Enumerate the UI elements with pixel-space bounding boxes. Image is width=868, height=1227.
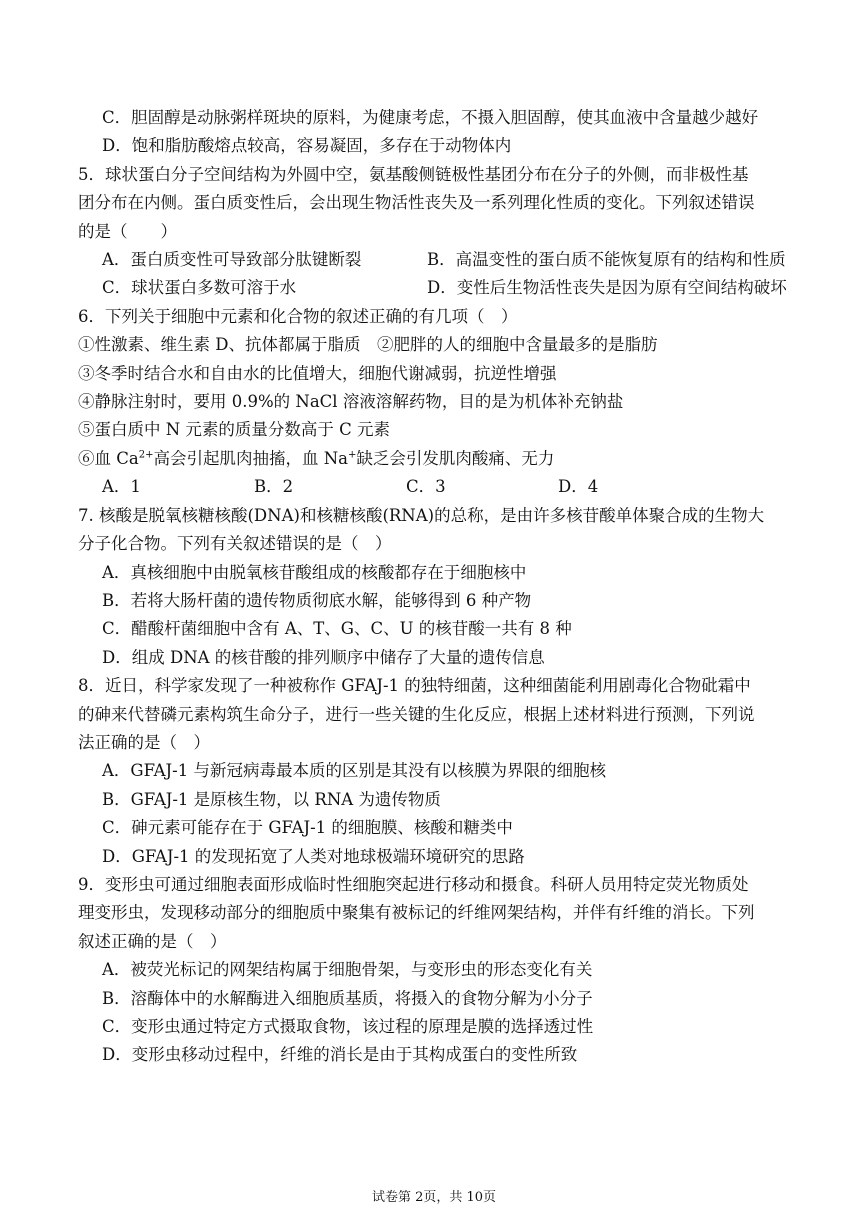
q6-options-row (78, 473, 794, 501)
q6-statement-4: ④静脉注射时，要用 0.9%的 NaCl 溶液溶解药物，目的是为机体补充钠盐 (78, 392, 624, 412)
q6-option-d: D．4 (558, 477, 599, 497)
q4-option-d: D．饱和脂肪酸熔点较高，容易凝固，多存在于动物体内 (102, 136, 512, 156)
page-content (78, 104, 794, 1070)
q6-statement-1-2: ①性激素、维生素 D、抗体都属于脂质 ②肥胖的人的细胞中含量最多的是脂肪 (78, 335, 658, 355)
q6-statement-6 (78, 445, 794, 473)
q5-option-c: C．球状蛋白多数可溶于水 (102, 278, 297, 298)
q6-statement-5: ⑤蛋白质中 N 元素的质量分数高于 C 元素 (78, 420, 391, 440)
q5-options-row-1 (78, 246, 794, 274)
q5-option-b: B．高温变性的蛋白质不能恢复原有的结构和性质 (427, 250, 786, 270)
q9-option-c: C．变形虫通过特定方式摄取食物，该过程的原理是膜的选择透过性 (102, 1017, 594, 1036)
q5-option-d: D．变性后生物活性丧失是因为原有空间结构破坏 (427, 278, 787, 298)
q9-option-a: A．被荧光标记的网架结构属于细胞骨架，与变形虫的形态变化有关 (102, 960, 593, 980)
q7-stem-line-2: 分子化合物。下列有关叙述错误的是（ ） (78, 534, 392, 554)
q7-stem-line-1: 7. 核酸是脱氧核糖核酸(DNA)和核糖核酸(RNA)的总称，是由许多核苷酸单体聚合成的生物大 (78, 505, 765, 525)
q6-s6-part-c: 缺乏会引发肌肉酸痛、无力 (356, 448, 555, 468)
q8-option-d: D．GFAJ-1 的发现拓宽了人类对地球极端环境研究的思路 (102, 846, 525, 866)
q8-option-c: C．砷元素可能存在于 GFAJ-1 的细胞膜、核酸和糖类中 (102, 818, 513, 838)
q4-option-c: C．胆固醇是动脉粥样斑块的原料，为健康考虑，不摄入胆固醇，使其血液中含量越少越好 (102, 108, 759, 127)
q6-s6-sup-ca: 2+ (138, 449, 154, 461)
q7-option-d: D．组成 DNA 的核苷酸的排列顺序中储存了大量的遗传信息 (102, 647, 545, 667)
q9-option-b: B．溶酶体中的水解酶进入细胞质基质，将摄入的食物分解为小分子 (102, 988, 593, 1008)
q9-stem-line-2: 理变形虫，发现移动部分的细胞质中聚集有被标记的纤维网架结构，并伴有纤维的消长。下列 (78, 903, 755, 923)
q8-stem-line-2: 的砷来代替磷元素构筑生命分子，进行一些关键的生化反应，根据上述材料进行预测，下列说 (78, 704, 755, 724)
q5-option-a: A．蛋白质变性可导致部分肽键断裂 (102, 250, 362, 270)
q7-option-a: A．真核细胞中由脱氧核苷酸组成的核酸都存在于细胞核中 (102, 562, 527, 582)
q6-s6-part-b: 高会引起肌肉抽搐，血 Na (153, 448, 348, 468)
q6-option-c: C．3 (406, 477, 446, 497)
q6-option-b: B．2 (254, 477, 294, 497)
q8-option-a: A．GFAJ-1 与新冠病毒最本质的区别是其没有以核膜为界限的细胞核 (102, 761, 606, 781)
q5-stem-line-1: 5．球状蛋白分子空间结构为外圆中空，氨基酸侧链极性基团分布在分子的外侧，而非极性基 (78, 164, 749, 184)
q8-option-b: B．GFAJ-1 是原核生物，以 RNA 为遗传物质 (102, 789, 441, 809)
q6-stem: 6．下列关于细胞中元素和化合物的叙述正确的有几项（ ） (78, 306, 518, 326)
q9-stem-line-1: 9．变形虫可通过细胞表面形成临时性细胞突起进行移动和摄食。科研人员用特定荧光物质处 (78, 874, 749, 894)
q8-stem-line-1: 8．近日，科学家发现了一种被称作 GFAJ-1 的独特细菌，这种细菌能利用剧毒化合物砒霜中 (78, 676, 751, 696)
q5-stem-line-2: 团分布在内侧。蛋白质变性后，会出现生物活性丧失及一系列理化性质的变化。下列叙述错误 (78, 193, 755, 213)
q6-statement-3: ③冬季时结合水和自由水的比值增大，细胞代谢减弱，抗逆性增强 (78, 363, 557, 383)
q7-option-b: B．若将大肠杆菌的遗传物质彻底水解，能够得到 6 种产物 (102, 590, 532, 610)
page-footer: 试卷第 2页，共 10页 (371, 1190, 497, 1205)
q6-s6-sup-na: + (348, 449, 357, 461)
q5-stem-line-3: 的是（ ） (78, 221, 177, 241)
q9-option-d: D．变形虫移动过程中，纤维的消长是由于其构成蛋白的变性所致 (102, 1045, 578, 1065)
q9-stem-line-3: 叙述正确的是（ ） (78, 931, 227, 951)
q6-option-a: A．1 (102, 477, 141, 497)
q6-s6-part-a: ⑥血 Ca (78, 448, 139, 468)
q7-option-c: C．醋酸杆菌细胞中含有 A、T、G、C、U 的核苷酸一共有 8 种 (102, 619, 572, 639)
q5-options-row-2 (78, 274, 794, 302)
q8-stem-line-3: 法正确的是（ ） (78, 732, 210, 752)
